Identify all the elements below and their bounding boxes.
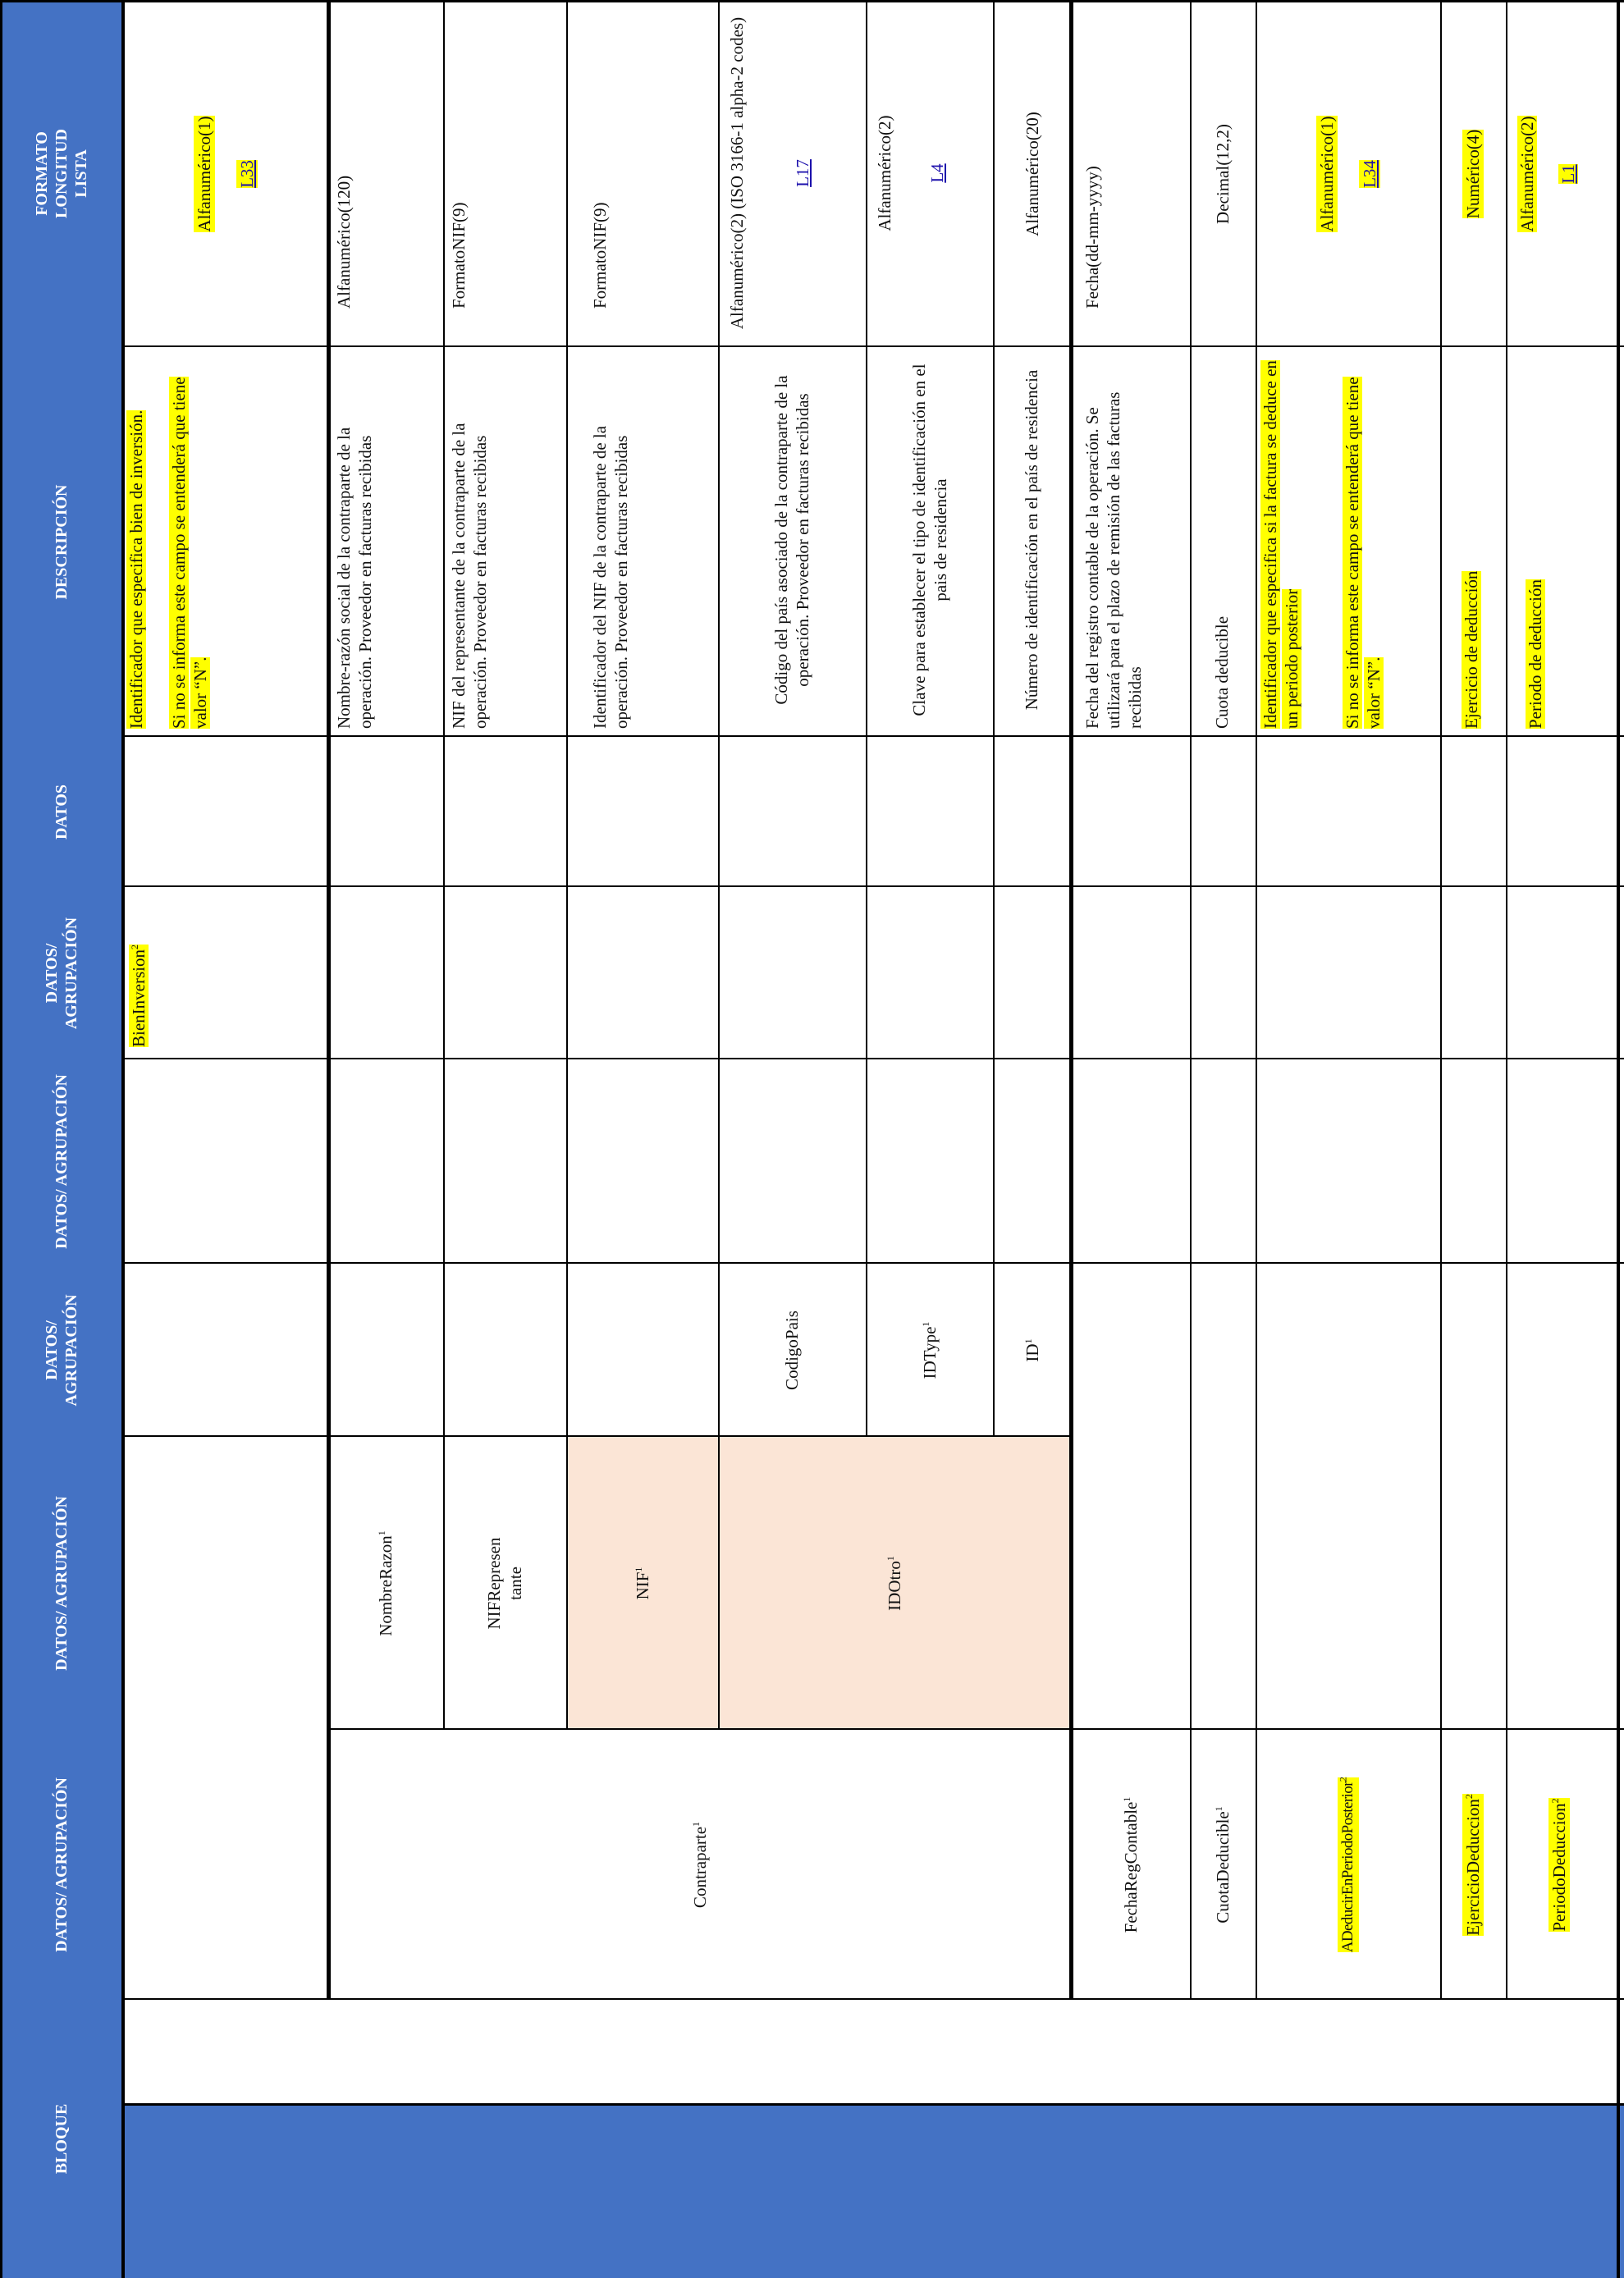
header-bottom-border: [121, 0, 125, 2278]
id-type-description: Clave para establecer el tipo de identificación en el pais de residencia: [909, 364, 950, 716]
adeducir-format: Alfanumérico(1) L34: [1316, 116, 1379, 232]
fecha-reg-contable-description: Fecha del registro contable de la operación. Se utilizará para el plazo de remisión de las facturas recibidas: [1082, 391, 1145, 729]
header-datos-agrupacion-1: DATOS/ AGRUPACIÓN: [0, 1730, 123, 2000]
header-datos-agrupacion-4: DATOS/ AGRUPACIÓN: [0, 1059, 123, 1264]
id-type-name: IDType$^1$: [919, 1321, 940, 1379]
contraparte-label: Contraparte$^1$: [689, 1821, 710, 1909]
header-datos-agrupacion-3: DATOS/ AGRUPACIÓN: [0, 1264, 123, 1437]
row-sep-codigo-pais: [866, 0, 867, 1437]
row-sep-ejercicio: [1506, 0, 1507, 2000]
col-sep-4: [123, 1262, 1624, 1264]
list-link-l17[interactable]: L17: [793, 159, 812, 187]
ejercicio-name: EjercicioDeduccion$^2$: [1463, 1794, 1483, 1936]
list-link-l4[interactable]: L4: [927, 163, 947, 183]
row-sep-adeducir: [1440, 0, 1442, 2000]
cuota-deducible-description: Cuota deducible: [1212, 615, 1232, 729]
col-sep-1: [123, 1998, 1624, 2000]
ejercicio-format: Numérico(4): [1463, 129, 1483, 219]
bien-inversion-format: Alfanumérico(1) L33: [194, 116, 257, 232]
adeducir-description: Identificador que especifica si la factura se deduce en un periodo posterior Si no se informa este campo se entenderá que tiene valor “N”.: [1260, 360, 1384, 729]
bloque-column: [123, 2106, 1624, 2278]
id-description: Número de identificación en el país de residencia: [1022, 369, 1041, 711]
id-format: Alfanumérico(20): [1022, 112, 1042, 236]
col-sep-5: [123, 1058, 1624, 1059]
row-sep-nif: [718, 0, 720, 1730]
col-sep-6: [123, 885, 1624, 887]
codigo-pais-format: Alfanumérico(2) (ISO 3166-1 alpha-2 codes) L17: [727, 16, 812, 330]
ejercicio-description: Ejercicio de deducción: [1462, 570, 1481, 729]
cuota-deducible-format: Decimal(12,2): [1213, 124, 1233, 224]
nif-representante-description: NIF del representante de la contraparte de la operación. Proveedor en facturas recibidas: [449, 423, 490, 729]
header-datos-agrupacion-5: DATOS/ AGRUPACIÓN: [0, 887, 123, 1059]
table-right-border: [0, 0, 1624, 2]
col-sep-2: [328, 1728, 1624, 1730]
id-otro-name: IDOtro$^1$: [718, 1437, 1071, 1730]
nombre-razon-description: Nombre-razón social de la contraparte de la operación. Proveedor en facturas recibidas: [334, 427, 375, 729]
col-sep-8: [123, 345, 1624, 347]
header-datos-agrupacion-2: DATOS/ AGRUPACIÓN: [0, 1437, 123, 1730]
header-formato: FORMATO LONGITUD LISTA: [0, 0, 123, 347]
header-datos: DATOS: [0, 737, 123, 887]
header-descripcion: DESCRIPCIÓN: [0, 347, 123, 737]
nif-description: Identificador del NIF de la contraparte de la operación. Proveedor en facturas recibidas: [590, 425, 631, 729]
bien-inversion-name: BienInversion$^2$: [129, 945, 149, 1047]
periodo-format: Alfanumérico(2) L1: [1517, 116, 1578, 232]
periodo-name: PeriodoDeduccion$^2$: [1549, 1798, 1569, 1932]
list-link-l33[interactable]: L33: [237, 160, 257, 188]
header-bloque: BLOQUE: [0, 2000, 123, 2278]
nif-format: FormatoNIF(9): [590, 202, 610, 309]
codigo-pais-name: CodigoPais: [782, 1311, 802, 1390]
row-sep-nif-representante: [566, 0, 568, 1730]
col-sep-7: [123, 735, 1624, 737]
col-sep-3b: [123, 1435, 328, 1437]
list-link-l34[interactable]: L34: [1359, 160, 1379, 188]
row-sep-fecha: [1190, 0, 1192, 2000]
nombre-razon-name: NombreRazon$^1$: [376, 1530, 396, 1636]
cuota-deducible-name: CuotaDeducible$^1$: [1213, 1806, 1233, 1923]
row-sep-nombre-razon: [443, 0, 445, 1730]
id-type-format: Alfanumérico(2) L4: [875, 115, 947, 231]
fecha-reg-contable-format: Fecha(dd-mm-yyyy): [1082, 166, 1102, 309]
row-sep-bien-inversion: [327, 0, 331, 2000]
nif-name: NIF$^1$: [566, 1437, 718, 1730]
codigo-pais-description: Código del país asociado de la contraparte de la operación. Proveedor en facturas recibidas: [771, 375, 812, 705]
adeducir-name: ADeducirEnPeriodoPosterior$^2$: [1256, 1730, 1440, 2000]
nif-representante-format: FormatoNIF(9): [449, 202, 469, 309]
fecha-reg-contable-name: FechaRegContable$^1$: [1120, 1796, 1141, 1933]
col-sep-3: [328, 1435, 1071, 1437]
page-bottom-border: [1617, 0, 1620, 2278]
table-top-border: [0, 0, 2, 2278]
nombre-razon-format: Alfanumérico(120): [334, 175, 354, 309]
row-sep-id-type: [993, 0, 995, 1437]
list-link-l1[interactable]: L1: [1558, 164, 1578, 184]
periodo-description: Periodo de deducción: [1526, 579, 1545, 729]
bien-inversion-description: Identificador que especifica bien de inversión. Si no se informa este campo se entenderá que tiene valor “N”.: [126, 377, 210, 729]
row-sep-contraparte: [1069, 0, 1073, 2000]
nif-representante-name: NIFRepresentante: [484, 1537, 525, 1630]
row-sep-cuota: [1256, 0, 1257, 2000]
col-sep-bloque: [123, 2103, 1624, 2106]
id-name: $ID^1$: [1022, 1338, 1042, 1362]
